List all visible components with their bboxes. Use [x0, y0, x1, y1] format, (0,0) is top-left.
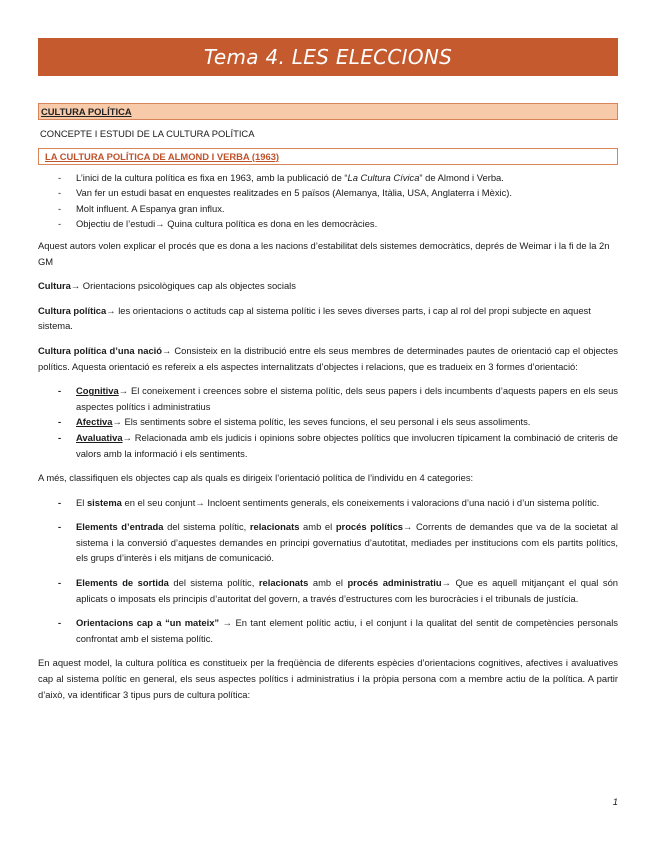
intro-list: [38, 170, 618, 232]
list-item: - Orientacions cap a “un mateix” → En tant element polític actiu, i el conjunt i la qualitat del sentit de competències personals confrontat amb el sistema polític.: [38, 615, 618, 646]
document-body: [38, 103, 618, 702]
list-item: - Cognitiva→ El coneixement i creences sobre el sistema polític, dels seus papers i dels incumbents d’aquests papers en els seus aspectes polítics i administratius: [38, 383, 618, 414]
categories-list: [38, 495, 618, 647]
section-heading-cultura-politica: CULTURA POLÍTICA: [38, 103, 618, 120]
list-item: - Elements de sortida del sistema polític, relacionats amb el procés administratiu→ Que es aquell mitjançant el qual són aplicats o imposats els principis d’autoritat del govern, a través d’estructures com les burocràcies i el tribunals de justícia.: [38, 575, 618, 606]
definition-cultura-politica: Cultura política→ les orientacions o actituds cap al sistema polític i les seves diverses parts, i cap al rol del propi subjecte en aquest sistema.: [38, 304, 591, 332]
list-item: - Elements d’entrada del sistema polític, relacionats amb el procés polítics→ Corrents de demandes que va de la societat al sistema i la conversió d’aquestes demandes en principi governatius d’autotitat, mediades per institucions com els partits polítics, els grups d’interès i els mitjans de comunicació.: [38, 519, 618, 566]
definition-cultura: Cultura→ Orientacions psicològiques cap als objectes socials: [38, 280, 296, 292]
heading-text: LA CULTURA POLÍTICA DE ALMOND I VERBA (1963): [45, 150, 280, 162]
list-item: - Objectiu de l’estudi→ Quina cultura política es dona en les democràcies.: [38, 216, 618, 232]
orientations-list: [38, 383, 618, 461]
list-item: - Molt influent. A Espanya gran influx.: [38, 201, 618, 217]
page-number: 1: [612, 797, 618, 808]
definition-nacio: Cultura política d’una nació→ Consisteix en la distribució entre els seus membres de determinades pautes de orientació cap el objectes polítics. Aquesta orientació es refereix a els aspectes internalitzats d’objectes i relacions, que es tradueix en 3 formes d’orientació:: [38, 344, 618, 372]
list-item: - Van fer un estudi basat en enquestes realitzades en 5 països (Alemanya, Itàlia, USA, Anglaterra i Mèxic).: [38, 185, 618, 201]
list-item: - Avaluativa→ Relacionada amb els judicis i opinions sobre objectes polítics que involucren típicament la combinació de criteris de valors amb la informació i els sentiments.: [38, 430, 618, 461]
list-item: - L’inici de la cultura política es fixa en 1963, amb la publicació de “La Cultura Cívica” de Almond i Verba.: [38, 170, 618, 186]
page-title: Tema 4. LES ELECCIONS: [203, 45, 453, 69]
page-title-banner: [38, 38, 618, 76]
section-heading-almond-verba: [38, 148, 618, 165]
paragraph-final: En aquest model, la cultura política es constitueix per la freqüència de diferents espècies d’orientacions cognitives, afectives i avaluatives cap al sistema polític en general, els seus aspectes polítics i administratius i la pròpia persona com a membre actiu de la política. A partir d’això, va identificar 3 tipus purs de cultura política:: [38, 657, 618, 700]
section-subtitle: CONCEPTE I ESTUDI DE LA CULTURA POLÍTICA: [40, 128, 255, 139]
list-item: - El sistema en el seu conjunt→ Incloent sentiments generals, els coneixements i valoracions d’una nació i d’un sistema polític.: [38, 495, 618, 511]
paragraph-classify: A més, classifiquen els objectes cap als quals es dirigeix l’orientació política de l’individu en 4 categories:: [38, 472, 474, 484]
list-item: - Afectiva→ Els sentiments sobre el sistema polític, les seves funcions, el seu personal i els seus assoliments.: [38, 414, 618, 430]
paragraph-goal: Aquest autors volen explicar el procés que es dona a les nacions d’estabilitat dels sistemes democràtics, deprés de Weimar i la fi de la 2n GM: [38, 239, 610, 267]
